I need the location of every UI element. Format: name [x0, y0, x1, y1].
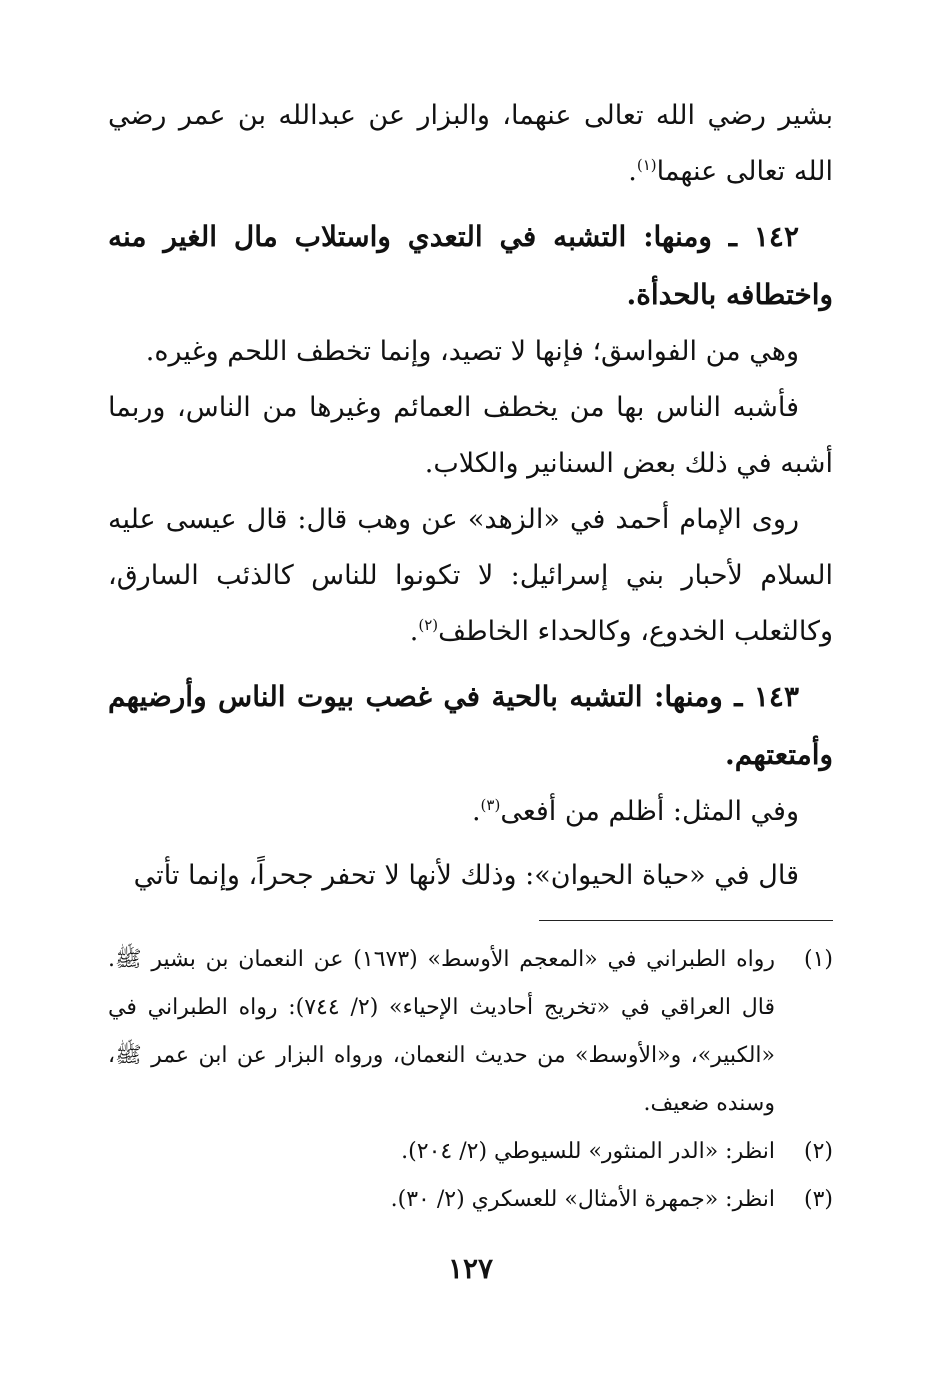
paragraph-text: روى الإمام أحمد في «الزهد» عن وهب قال: قال عيسى عليه السلام لأحبار بني إسرائيل: لا تكونوا للناس كالذئب السارق، وكالثعلب الخدوع، وكالحداء الخاطف: [108, 504, 833, 647]
main-text: [108, 88, 833, 904]
section-heading-142: ١٤٢ ـ ومنها: التشبه في التعدي واستلاب مال الغير منه واختطافه بالحدأة.: [108, 220, 833, 311]
paragraph-proverb: [108, 784, 833, 840]
footnote-reference[interactable]: (٢): [418, 616, 439, 634]
paragraph-end: .: [409, 616, 419, 647]
paragraph-continuation: [108, 88, 833, 200]
paragraph: فأشبه الناس بها من يخطف العمائم وغيرها من الناس، وربما أشبه في ذلك بعض السنانير والكلاب.: [108, 392, 833, 479]
footnote-text: انظر: «جمهرة الأمثال» للعسكري (٢/ ٣٠).: [390, 1187, 775, 1212]
paragraph-end: .: [471, 796, 481, 827]
paragraph-text: وفي المثل: أظلم من أفعى: [500, 796, 799, 827]
footnote-number: (٢): [803, 1139, 833, 1164]
footnote-3: [108, 1176, 833, 1224]
footnote-2: [108, 1128, 833, 1176]
footnote-number: (١): [803, 947, 833, 972]
footnote-number: (٣): [803, 1187, 833, 1212]
paragraph-text: بشير رضي الله تعالى عنهما، والبزار عن عبدالله بن عمر رضي الله تعالى عنهما: [108, 100, 833, 187]
paragraph-end: .: [628, 156, 637, 187]
section-heading-143: ١٤٣ ـ ومنها: التشبه بالحية في غصب بيوت الناس وأرضيهم وأمتعتهم.: [108, 680, 833, 771]
paragraph: قال في «حياة الحيوان»: وذلك لأنها لا تحفر جحراً، وإنما تأتي: [133, 860, 799, 891]
paragraph: وهي من الفواسق؛ فإنها لا تصيد، وإنما تخطف اللحم وغيره.: [145, 336, 799, 367]
footnote-1: [108, 936, 833, 1128]
footnotes: [108, 936, 833, 1224]
footnote-text: رواه الطبراني في «المعجم الأوسط» (١٦٧٣) عن النعمان بن بشير ﷺ. قال العراقي في «تخريج أحاديث الإحياء» (٢/ ٧٤٤): رواه الطبراني في «الكبير»، و«الأوسط» من حديث النعمان، ورواه البزار عن ابن عمر ﷺ، وسنده ضعيف.: [108, 947, 775, 1116]
footnote-reference[interactable]: (٣): [480, 796, 501, 814]
paragraph-quote: [108, 492, 833, 660]
page-number: ١٢٧: [447, 1252, 494, 1285]
footnote-text: انظر: «الدر المنثور» للسيوطي (٢/ ٢٠٤).: [401, 1139, 775, 1164]
footnote-separator: [539, 920, 833, 921]
footnote-reference[interactable]: (١): [636, 156, 657, 174]
